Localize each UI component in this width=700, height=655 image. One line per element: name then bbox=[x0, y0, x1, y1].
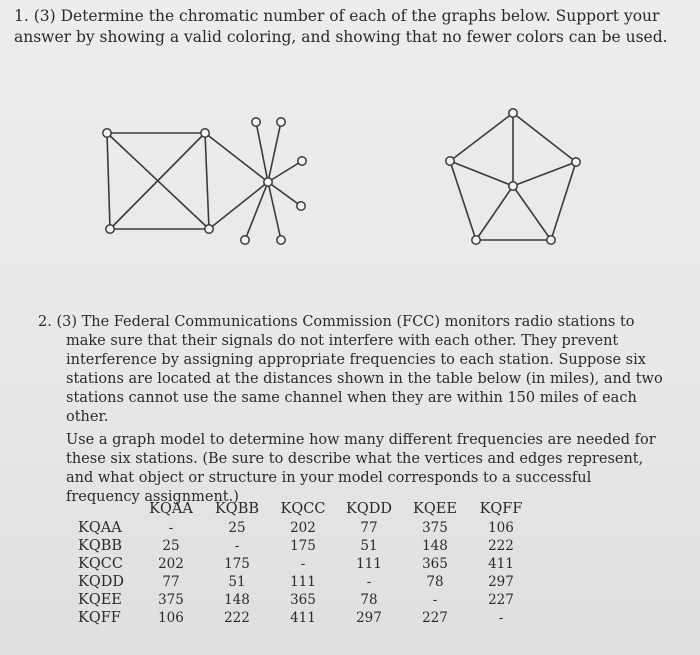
table-cell: 51 bbox=[228, 574, 246, 590]
table-cell: 77 bbox=[360, 520, 378, 536]
table-cell: - bbox=[168, 520, 174, 536]
table-cell: 297 bbox=[356, 610, 382, 626]
row-label: KQFF bbox=[78, 610, 121, 626]
table-cell: 202 bbox=[290, 520, 316, 536]
table-cell: 175 bbox=[290, 538, 316, 554]
question-2-paragraph-2: Use a graph model to determine how many different frequencies are needed for these six stations. (Be sure to describe what the vertices and edges represent, and what object or structure in your model corresponds to a successful frequency assignment.) bbox=[66, 432, 656, 505]
table-cell: 106 bbox=[488, 520, 514, 536]
column-header: KQAA bbox=[149, 501, 193, 517]
table-cell: - bbox=[366, 574, 372, 590]
column-header: KQDD bbox=[345, 501, 392, 517]
table-cell: 25 bbox=[228, 520, 246, 536]
table-cell: - bbox=[300, 556, 306, 572]
table-cell: 375 bbox=[422, 520, 448, 536]
table-cell: 202 bbox=[158, 556, 184, 572]
table-cell: 175 bbox=[224, 556, 250, 572]
table-row bbox=[78, 555, 534, 573]
row-label: KQEE bbox=[78, 592, 122, 608]
table-cell: 375 bbox=[158, 592, 184, 608]
table-cell: 148 bbox=[422, 538, 448, 554]
table-cell: 78 bbox=[426, 574, 444, 590]
row-label: KQBB bbox=[78, 538, 123, 554]
table-cell: 411 bbox=[290, 610, 316, 626]
table-cell: 365 bbox=[290, 592, 316, 608]
graph-right bbox=[450, 113, 576, 240]
row-label: KQDD bbox=[78, 574, 124, 590]
table-row bbox=[78, 609, 534, 627]
question-2 bbox=[38, 313, 668, 511]
table-cell: 111 bbox=[356, 556, 382, 572]
row-label: KQCC bbox=[78, 556, 123, 572]
table-row bbox=[78, 591, 534, 609]
table-cell: 148 bbox=[224, 592, 250, 608]
table-cell: 77 bbox=[162, 574, 180, 590]
column-header: KQFF bbox=[479, 501, 523, 517]
table-cell: 111 bbox=[290, 574, 316, 590]
table-cell: 25 bbox=[162, 538, 180, 554]
table-cell: - bbox=[498, 610, 504, 626]
table-cell: 227 bbox=[422, 610, 448, 626]
column-header: KQCC bbox=[280, 501, 326, 517]
column-header: KQBB bbox=[214, 501, 259, 517]
graphs-figure bbox=[0, 100, 700, 250]
table-header-row bbox=[78, 500, 534, 519]
table-cell: 297 bbox=[488, 574, 514, 590]
table-cell: - bbox=[432, 592, 438, 608]
table-cell: 222 bbox=[488, 538, 514, 554]
table-cell: 227 bbox=[488, 592, 514, 608]
table-cell: - bbox=[234, 538, 240, 554]
table-cell: 106 bbox=[158, 610, 184, 626]
table-row bbox=[78, 519, 534, 537]
table-cell: 51 bbox=[360, 538, 378, 554]
table-corner bbox=[78, 500, 138, 519]
table-cell: 365 bbox=[422, 556, 448, 572]
table-cell: 411 bbox=[488, 556, 514, 572]
table-cell: 78 bbox=[360, 592, 378, 608]
question-2-paragraph-1: 2. (3) The Federal Communications Commission (FCC) monitors radio stations to make sure that their signals do not interfere with each other. They prevent interference by assigning appropriate frequencies to each station. Suppose six stations are located at the distances shown in the table below (in miles), and two stations cannot use the same channel when they are within 150 miles of each other. bbox=[38, 314, 663, 425]
table-row bbox=[78, 573, 534, 591]
distance-table bbox=[78, 500, 534, 627]
row-label: KQAA bbox=[78, 520, 122, 536]
table-cell: 222 bbox=[224, 610, 250, 626]
table-row bbox=[78, 537, 534, 555]
question-1-text: 1. (3) Determine the chromatic number of each of the graphs below. Support your answer by showing a valid coloring, and showing that no fewer colors can be used. bbox=[14, 7, 668, 46]
column-header: KQEE bbox=[413, 501, 457, 517]
